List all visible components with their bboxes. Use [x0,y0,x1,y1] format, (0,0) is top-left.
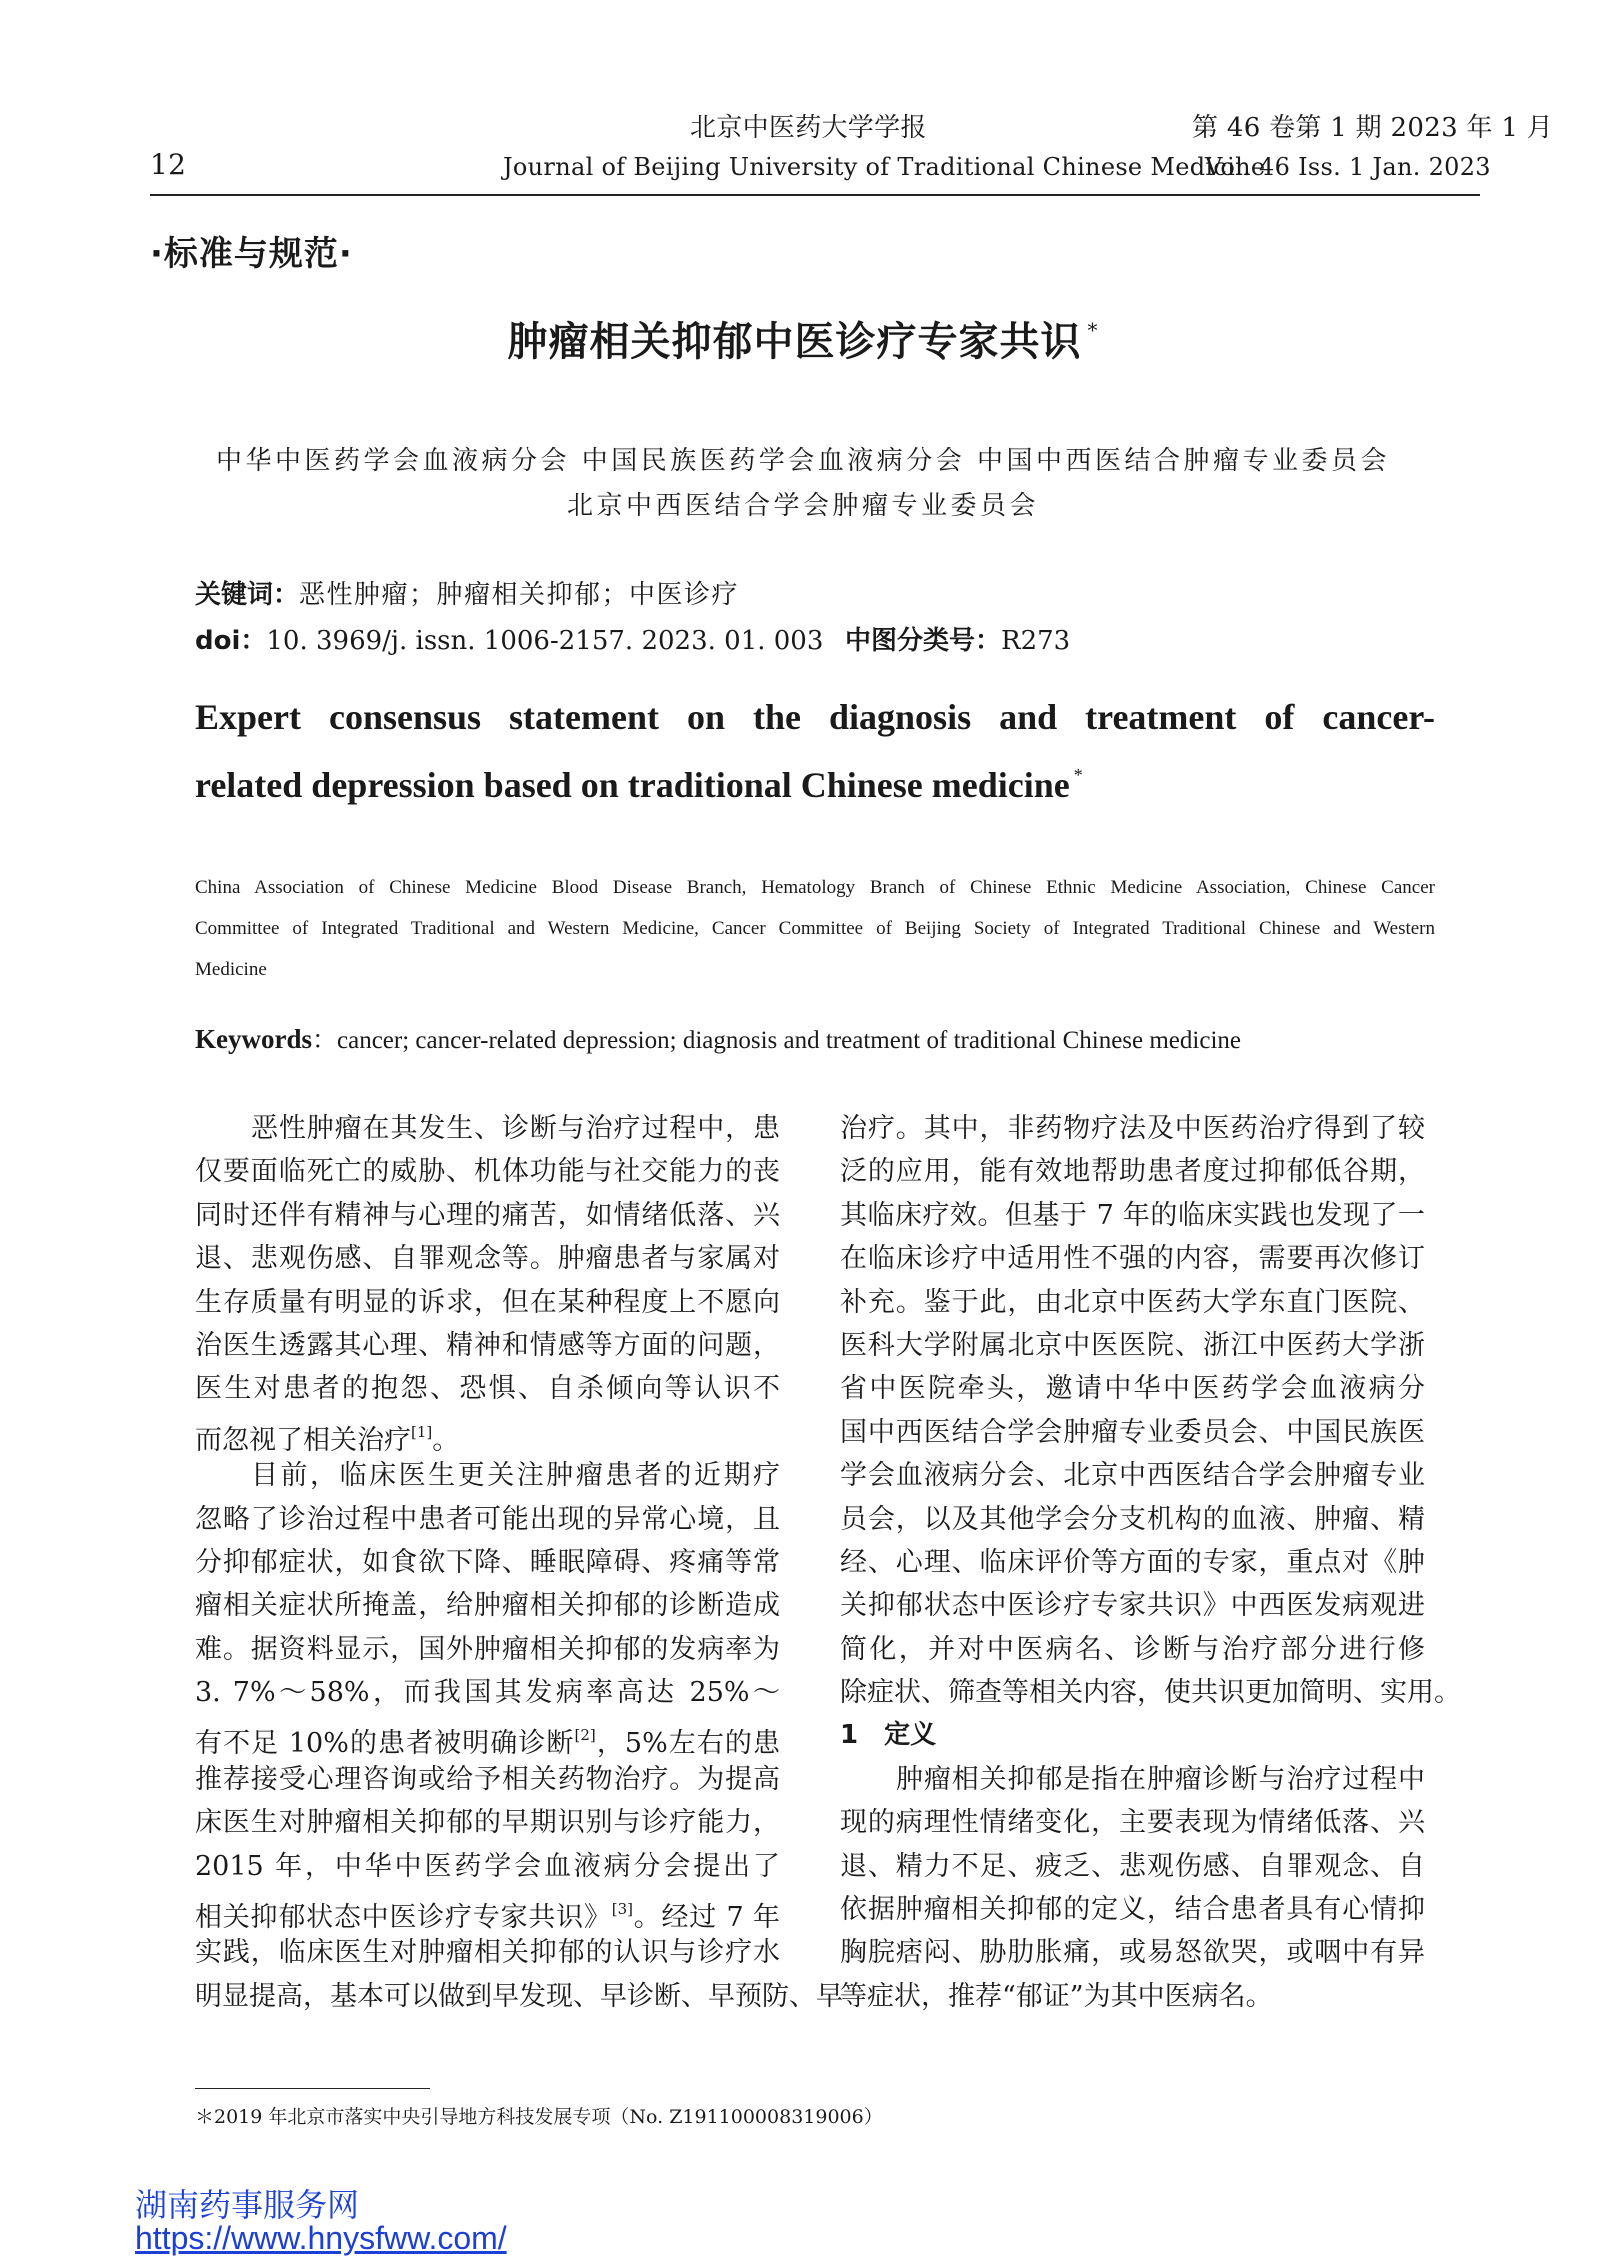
text-run: 难。据资料显示，国外肿瘤相关抑郁的发病率为 [195,1633,780,1665]
body-text-line [195,1714,780,1757]
body-text-line [195,1324,780,1367]
text-run: 医生对患者的抱怨、恐惧、自杀倾向等认识不 [195,1373,780,1405]
text-run: 除症状、筛查等相关内容，使共识更加简明、实用。 [840,1677,1461,1709]
body-text-line [840,1584,1425,1627]
body-text-line [840,1498,1425,1541]
body-text-line [840,1454,1425,1497]
affiliation-line: China Association of Chinese Medicine Blood Disease Branch, Hematology Branch of Chinese Ethnic Medicine Association, Chinese Cancer [195,877,1435,898]
title-en-text: related depression based on traditional Chinese medicine [195,765,1070,805]
title-cn-text: 肿瘤相关抑郁中医诊疗专家共识 [507,318,1082,365]
keywords-cn [195,574,739,611]
text-run: 1 定义 [840,1720,937,1751]
affiliation-line: Medicine [195,959,267,980]
affiliation-line: Committee of Integrated Traditional and Western Medicine, Cancer Committee of Beijing Society of Integrated Traditional Chinese and Western [195,918,1435,939]
body-text-line [195,1758,780,1801]
text-run: 床医生对肿瘤相关抑郁的早期识别与诊疗能力， [195,1807,780,1839]
text-run: 退、精力不足、疲乏、悲观伤感、自罪观念、自 [840,1850,1425,1882]
section-tag: ·标准与规范· [150,234,353,274]
journal-name-en: Journal of Beijing University of Traditional Chinese Medicine [503,153,1266,181]
text-run: 分抑郁症状，如食欲下降、睡眠障碍、疼痛等常 [195,1546,780,1578]
text-run: ，5%左右的患 [595,1728,780,1758]
article-title-cn [0,310,1606,367]
body-text-line [840,1324,1425,1367]
text-run: 补充。鉴于此，由北京中医药大学东直门医院、 [840,1286,1425,1318]
text-run: 经、心理、临床评价等方面的专家，重点对《肿 [840,1546,1425,1578]
body-text-line [840,1367,1425,1410]
issue-info-en: Vol. 46 Iss. 1 Jan. 2023 [1205,153,1491,181]
body-text-line [195,1931,780,1974]
watermark-url-link[interactable]: https://www.hnysfww.com/ [135,2220,507,2256]
body-text-line [840,1541,1425,1584]
body-text-line [195,1237,780,1280]
funding-footnote: ＊2019 年北京市落实中央引导地方科技发展专项（No. Z191100008319006） [195,2106,883,2128]
text-run: 恶性肿瘤在其发生、诊断与治疗过程中，患 [251,1113,780,1144]
body-text-line [840,1888,1425,1931]
clc-value: R273 [1001,626,1071,656]
body-text-line [195,1975,843,2018]
citation-ref[interactable]: [3] [611,1900,633,1919]
article-title-en-line: Expert consensus statement on the diagnosis and treatment of cancer- [195,697,1435,737]
body-text-line [195,1411,780,1454]
keywords-en-label: Keywords [195,1024,312,1054]
text-run: 相关抑郁状态中医诊疗专家共识》 [195,1902,612,1932]
text-run: 胸脘痞闷、胁肋胀痛，或易怒欲哭，或咽中有异 [840,1937,1425,1969]
keywords-en [195,1020,1241,1056]
text-run: 关抑郁状态中医诊疗专家共识》中西医发病观进 [840,1590,1425,1622]
text-run: 明显提高，基本可以做到早发现、早诊断、早预防、早 [195,1980,843,2012]
body-text-line [840,1150,1425,1193]
text-run: 3. 7%～58%，而我国其发病率高达 25%～ [195,1677,780,1709]
keywords-en-value: ：cancer; cancer-related depression; diagnosis and treatment of traditional Chinese medicine [312,1027,1241,1054]
doi [195,620,823,657]
citation-ref[interactable]: [1] [411,1422,433,1441]
text-run: 生存质量有明显的诉求，但在某种程度上不愿向 [195,1286,780,1318]
body-text-line [840,1194,1425,1237]
clc-number [845,620,1070,657]
title-footnote-marker: * [1073,765,1083,785]
body-text-line [840,1975,1425,2018]
text-run: 推荐接受心理咨询或给予相关药物治疗。为提高 [195,1763,780,1795]
author-line: 北京中西医结合学会肿瘤专业委员会 [566,491,1039,521]
text-run: 治医生透露其心理、精神和情感等方面的问题， [195,1329,780,1361]
text-run: 仅要面临死亡的威胁、机体功能与社交能力的丧 [195,1156,780,1188]
text-run: 简化，并对中医病名、诊断与治疗部分进行修 [840,1633,1425,1665]
watermark-site-name: 湖南药事服务网 [135,2186,360,2224]
text-run: 现的病理性情绪变化，主要表现为情绪低落、兴 [840,1807,1425,1839]
body-text-line [840,1237,1425,1280]
text-run: 医科大学附属北京中医医院、浙江中医药大学浙 [840,1329,1425,1361]
journal-name-cn: 北京中医药大学学报 [690,113,927,143]
text-run: 目前，临床医生更关注肿瘤患者的近期疗 [251,1460,780,1492]
body-text-line [195,1845,780,1888]
title-footnote-marker: * [1087,318,1099,342]
body-text-line [195,1150,780,1193]
body-text-line [840,1671,1461,1714]
text-run: 。经过 7 年 [632,1902,780,1932]
issue-info-cn: 第 46 卷第 1 期 2023 年 1 月 [1192,113,1554,143]
doi-value: 10. 3969/j. issn. 1006-2157. 2023. 01. 003 [266,626,824,656]
body-text-line [840,1758,1425,1801]
section-heading [840,1714,1425,1757]
text-run: 员会，以及其他学会分支机构的血液、肿瘤、精 [840,1503,1425,1535]
body-column-right [840,1107,1461,2018]
body-text-line [840,1281,1425,1324]
text-run: 省中医院牵头，邀请中华中医药学会血液病分 [840,1373,1425,1405]
body-text-line [195,1801,780,1844]
text-run: 瘤相关症状所掩盖，给肿瘤相关抑郁的诊断造成 [195,1590,780,1622]
text-run: 依据肿瘤相关抑郁的定义，结合患者具有心情抑 [840,1894,1425,1926]
text-run: 实践，临床医生对肿瘤相关抑郁的认识与诊疗水 [195,1937,780,1969]
body-text-line [195,1498,780,1541]
text-run: 而忽视了相关治疗 [195,1424,411,1456]
text-run: 泛的应用，能有效地帮助患者度过抑郁低谷期， [840,1156,1425,1188]
citation-ref[interactable]: [2] [574,1726,596,1745]
clc-label: 中图分类号： [845,626,1002,656]
body-column-left [195,1107,843,2018]
body-text-line [840,1411,1425,1454]
body-text-line [840,1845,1425,1888]
header-divider [150,194,1480,196]
doi-label: doi： [195,626,267,656]
text-run: 。 [432,1424,460,1456]
article-title-en-line [195,746,1435,814]
body-text-line [840,1801,1425,1844]
body-text-line [840,1107,1425,1150]
text-run: 在临床诊疗中适用性不强的内容，需要再次修订 [840,1243,1425,1275]
body-text-line [840,1628,1425,1671]
text-run: 退、悲观伤感、自罪观念等。肿瘤患者与家属对 [195,1243,780,1275]
text-run: 2015 年，中华中医药学会血液病分会提出了 [195,1850,780,1882]
body-text-line [195,1194,780,1237]
text-run: 有不足 10%的患者被明确诊断 [195,1728,575,1758]
body-text-line [195,1671,780,1714]
text-run: 肿瘤相关抑郁是指在肿瘤诊断与治疗过程中 [896,1763,1425,1795]
keywords-cn-value: 恶性肿瘤；肿瘤相关抑郁；中医诊疗 [299,580,740,610]
body-text-line [195,1367,780,1410]
text-run: 国中西医结合学会肿瘤专业委员会、中国民族医 [840,1416,1425,1448]
text-run: 学会血液病分会、北京中西医结合学会肿瘤专业 [840,1460,1425,1492]
text-run: 同时还伴有精神与心理的痛苦，如情绪低落、兴 [195,1199,780,1231]
text-run: 等症状，推荐“郁证”为其中医病名。 [840,1980,1273,2012]
body-text-line [195,1888,780,1931]
author-line: 中华中医药学会血液病分会 中国民族医药学会血液病分会 中国中西医结合肿瘤专业委员会 [215,446,1391,476]
body-text-line [195,1107,780,1150]
page-number: 12 [150,148,187,181]
keywords-cn-label: 关键词： [195,580,300,610]
body-text-line [195,1584,780,1627]
body-text-line [840,1931,1425,1974]
footnote-divider [195,2088,430,2089]
text-run: 其临床疗效。但基于 7 年的临床实践也发现了一 [840,1199,1425,1231]
body-text-line [195,1281,780,1324]
body-text-line [195,1454,780,1497]
body-text-line [195,1541,780,1584]
text-run: 治疗。其中，非药物疗法及中医药治疗得到了较 [840,1113,1425,1144]
body-text-line [195,1628,780,1671]
text-run: 忽略了诊治过程中患者可能出现的异常心境，且 [195,1503,780,1535]
